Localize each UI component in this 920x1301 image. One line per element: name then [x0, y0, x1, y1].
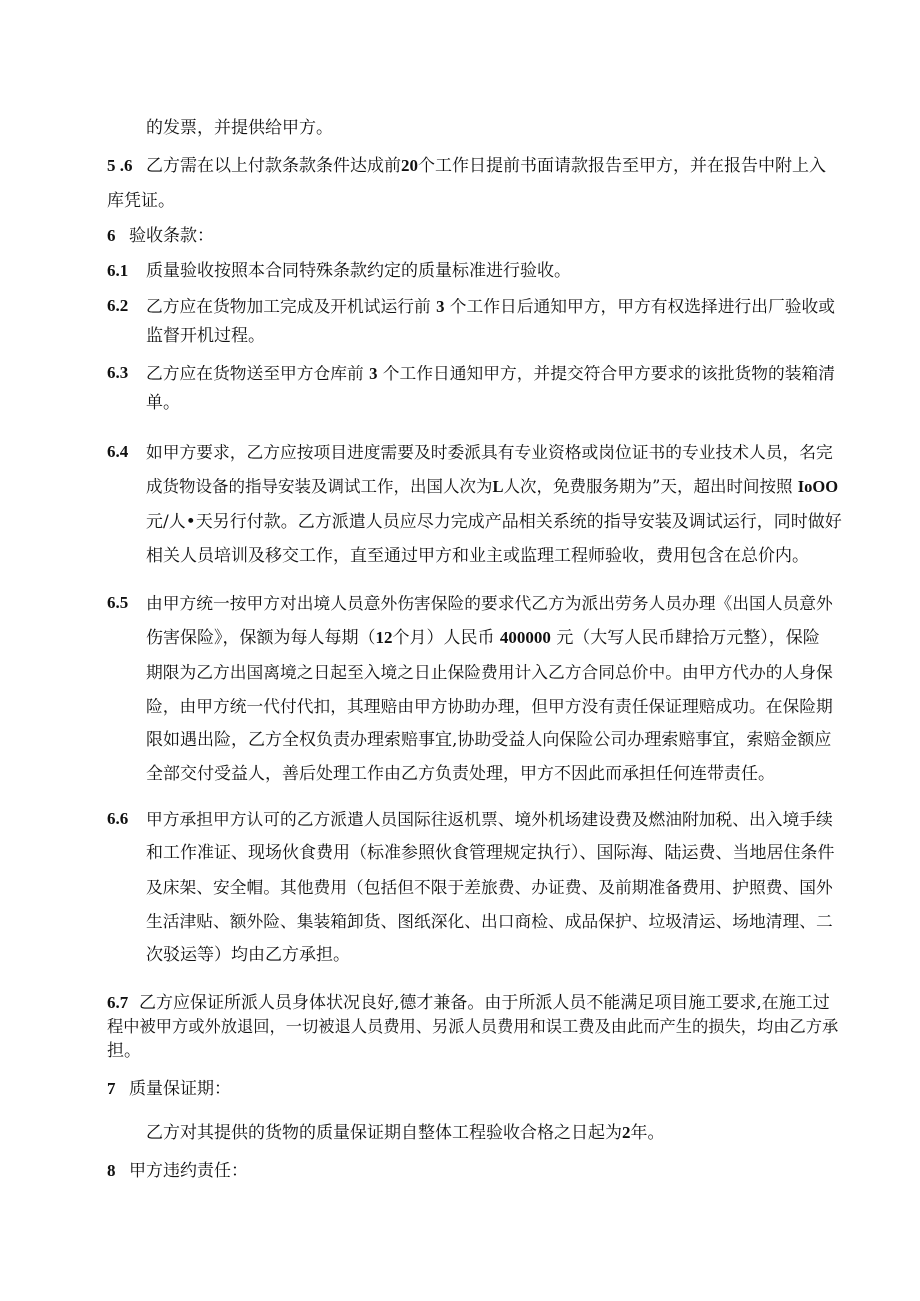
clause-number-6-2: 6.2	[107, 296, 129, 315]
section-number-6: 6	[107, 226, 116, 245]
clause-6-6-line-2: 和工作准证、现场伙食费用（标准参照伙食管理规定执行）、国际海、陆运费、当地居住条件	[146, 843, 835, 863]
clause-number-6-4: 6.4	[107, 442, 129, 461]
clause-6-5-line-5: 限如遇出险，乙方全权负责办理索赔事宜,协助受益人向保险公司办理索赔事宜，索赔金额应	[146, 730, 832, 750]
clause-number-6-6: 6.6	[107, 809, 129, 828]
clause-6-7-line-3: 担。	[107, 1041, 141, 1061]
section-number-7: 7	[107, 1079, 116, 1098]
clause-6-6-line-5: 次驳运等）均由乙方承担。	[146, 945, 350, 965]
clause-6-5-line-2: 伤害保险》，保额为每人每期（12个月）人民币 400000 元（大写人民币肆拾万元整），保险	[146, 628, 820, 648]
clause-6-7-line-2: 程中被甲方或外放退回，一切被退人员费用、另派人员费用和误工费及由此而产生的损失，均由乙方承	[107, 1017, 839, 1036]
clause-6-5-line-3: 期限为乙方出国离境之日起至入境之日止保险费用计入乙方合同总价中。由甲方代办的人身保	[146, 662, 833, 682]
section-8-title: 甲方违约责任：	[129, 1161, 248, 1181]
clause-6-5-line-1: 由甲方统一按甲方对出境人员意外伤害保险的要求代乙方为派出劳务人员办理《出国人员意外	[146, 593, 833, 613]
clause-5-6-line-1: 乙方需在以上付款条款条件达成前20个工作日提前书面请款报告至甲方，并在报告中附上入	[146, 156, 826, 176]
clause-number-6-1: 6.1	[107, 261, 129, 280]
paragraph-5-5-continuation: 的发票，并提供给甲方。	[146, 118, 333, 138]
clause-6-4-line-3: 元/人•天另行付款。乙方派遣人员应尽力完成产品相关系统的指导安装及调试运行，同时做好	[146, 512, 842, 532]
clause-6-2-line-2: 监督开机过程。	[146, 326, 265, 346]
clause-6-4-line-2: 成货物设备的指导安装及调试工作，出国人次为L人次，免费服务期为”天，超出时间按照 IoOO	[146, 477, 839, 496]
clause-number-5-6: 5 .6	[107, 156, 133, 175]
clause-6-6-line-4: 生活津贴、额外险、集装箱卸货、图纸深化、出口商检、成品保护、垃圾清运、场地清理、二	[146, 911, 833, 931]
clause-6-2-line-1: 乙方应在货物加工完成及开机试运行前 3 个工作日后通知甲方，甲方有权选择进行出厂验收或	[146, 296, 836, 316]
clause-6-7-line-1: 乙方应保证所派人员身体状况良好,德才兼备。由于所派人员不能满足项目施工要求,在施工过	[139, 993, 830, 1013]
clause-5-6-line-2: 库凭证。	[107, 191, 175, 211]
clause-number-6-3: 6.3	[107, 363, 129, 382]
section-7-title: 质量保证期：	[129, 1079, 231, 1099]
section-6-title: 验收条款：	[129, 226, 214, 246]
clause-6-6-line-1: 甲方承担甲方认可的乙方派遣人员国际往返机票、境外机场建设费及燃油附加税、出入境手续	[146, 809, 833, 829]
clause-6-5-line-6: 全部交付受益人，善后处理工作由乙方负责处理，甲方不因此而承担任何连带责任。	[146, 764, 775, 784]
clause-6-1-line-1: 质量验收按照本合同特殊条款约定的质量标准进行验收。	[146, 261, 571, 281]
clause-6-3-line-2: 单。	[146, 393, 180, 413]
clause-6-4-line-4: 相关人员培训及移交工作，直至通过甲方和业主或监理工程师验收，费用包含在总价内。	[146, 546, 809, 566]
clause-6-4-line-1: 如甲方要求，乙方应按项目进度需要及时委派具有专业资格或岗位证书的专业技术人员，名完	[146, 442, 833, 462]
clause-6-5-line-4: 险，由甲方统一代付代扣，其理赔由甲方协助办理，但甲方没有责任保证理赔成功。在保险期	[146, 696, 833, 716]
clause-6-3-line-1: 乙方应在货物送至甲方仓库前 3 个工作日通知甲方，并提交符合甲方要求的该批货物的装箱清	[146, 363, 836, 383]
clause-number-6-7: 6.7	[107, 993, 129, 1012]
clause-number-6-5: 6.5	[107, 593, 129, 612]
section-number-8: 8	[107, 1161, 116, 1180]
clause-6-6-line-3: 及床架、安全帽。其他费用（包括但不限于差旅费、办证费、及前期准备费用、护照费、国外	[146, 877, 833, 897]
section-7-body: 乙方对其提供的货物的质量保证期自整体工程验收合格之日起为2年。	[146, 1123, 665, 1143]
